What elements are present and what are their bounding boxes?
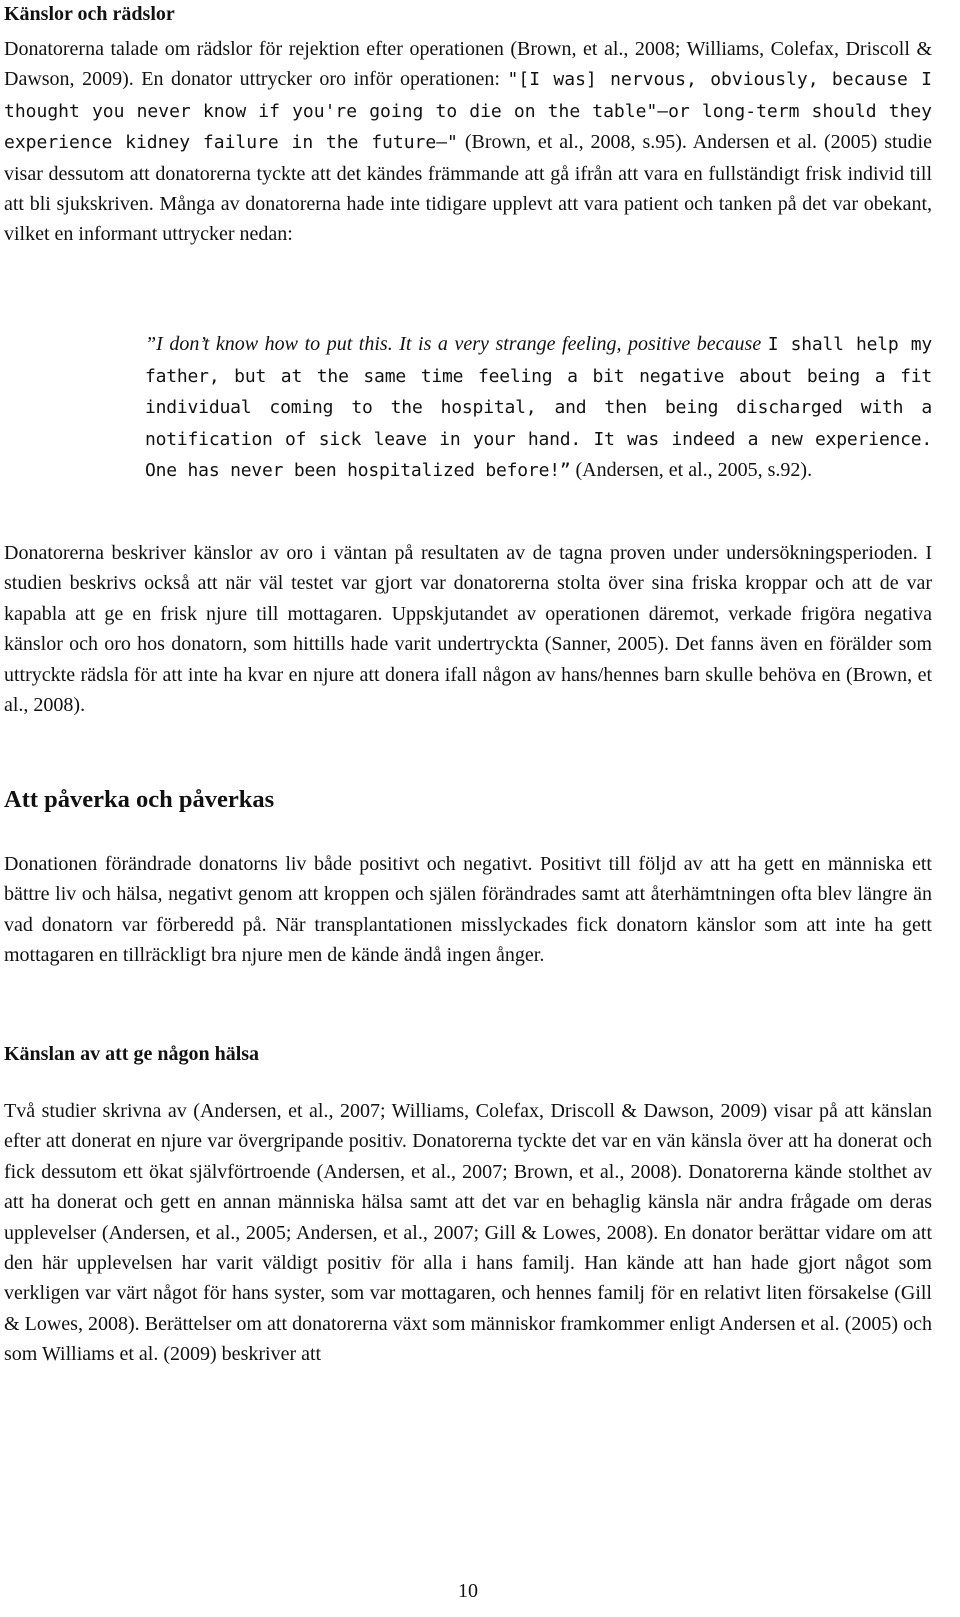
paragraph-text: (Brown, et al., 2008, s.95). Andersen et al. (2005) studie visar dessutom att donatorerna tyckte att det kändes främmande att gå ifrån att vara en fullständigt frisk individ till att bli sjukskriven. Många av donatorerna hade inte tidigare upplevt att vara patient och tanken på det var obekant, vilket en informant uttrycker nedan: <box>4 131 932 246</box>
block-quote <box>145 329 932 487</box>
section-heading-halsa: Känslan av att ge någon hälsa <box>4 1043 260 1065</box>
paragraph-oro: Donatorerna beskriver känslor av oro i väntan på resultaten av de tagna proven under undersökningsperioden. I studien beskrivs också att när väl testet var gjort var donatorerna stolta över sina friska kroppar och att de var kapabla att ge en frisk njure till mottagaren. Uppskjutandet av operationen däremot, verkade frigöra negativa känslor och oro hos donatorn, som hittills hade varit undertryckta (Sanner, 2005). Det fanns även en förälder som uttryckte rädsla för att inte ha kvar en njure att donera ifall någon av hans/hennes barn skulle behöva en (Brown, et al., 2008). <box>4 542 932 717</box>
block-quote-italic: ”I don’t know how to put this. It is a very strange feeling, positive because <box>145 333 762 355</box>
paragraph-paverka: Donationen förändrade donatorns liv både positivt och negativt. Positivt till följd av att ha gett en människa ett bättre liv och hälsa, negativt genom att kroppen och själen förändrades samt att återhämtningen ofta blev längre än vad donatorn var förberedd på. När transplantationen misslyckades fick donatorn känslor som att inte ha gett mottagaren en tillräckligt bra njure men de kände ändå ingen ånger. <box>4 853 932 967</box>
paragraph-text: Donatorerna talade om rädslor för rejektion efter operationen (Brown, et al., 2008; Williams, Colefax, Driscoll & Dawson, 2009). En donator uttrycker oro inför operationen: <box>4 38 932 91</box>
page-number: 10 <box>458 1580 478 1602</box>
paragraph-kanslor <box>4 34 932 250</box>
inline-quote: "[I was] nervous, obviously, because I thought you never know if you're going to die on the table"—or long-term should they experience kidney failure in the future—" <box>4 69 933 154</box>
section-heading-paverka: Att påverka och påverkas <box>4 786 275 813</box>
paragraph-halsa: Två studier skrivna av (Andersen, et al., 2007; Williams, Colefax, Driscoll & Dawson, 2009) visar på att känslan efter att donerat en njure var övergripande positiv. Donatorerna tyckte det var en vän känsla över att ha donerat och fick dessutom ett ökat självförtroende (Andersen, et al., 2007; Brown, et al., 2008). Donatorerna kände stolthet av att ha donerat och gett en annan människa hälsa samt att det var en behaglig känsla när andra frågade om deras upplevelser (Andersen, et al., 2005; Andersen, et al., 2007; Gill & Lowes, 2008). En donator berättar vidare om att den här upplevelsen har varit väldigt positiv för alla i hans familj. Han kände att han hade gjort något som verkligen var värt något för hans syster, som var mottagaren, och hennes familj för en relativt liten försakelse (Gill & Lowes, 2008). Berättelser om att donatorerna växt som människor framkommer enligt Andersen et al. (2005) och som Williams et al. (2009) beskriver att <box>4 1100 932 1366</box>
section-heading-kanslor: Känslor och rädslor <box>4 3 175 25</box>
block-quote-citation: (Andersen, et al., 2005, s.92). <box>570 459 813 481</box>
block-quote-body: I shall help my father, but at the same time feeling a bit negative about being a fit individual coming to the hospital, and then being discharged with a notification of sick leave in your hand. It was indeed a new experience. One has never been hospitalized before!” <box>145 334 932 481</box>
